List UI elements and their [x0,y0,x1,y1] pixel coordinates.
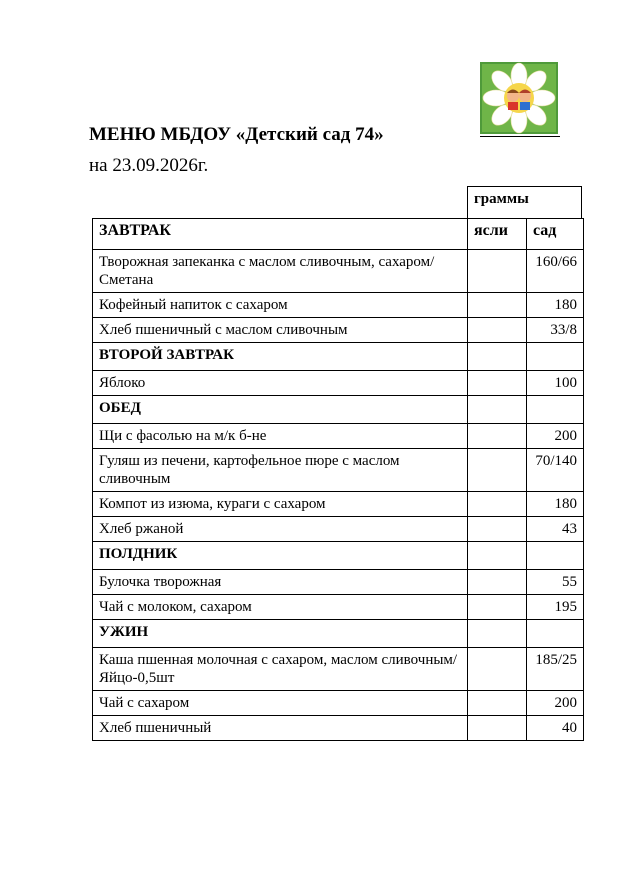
portion-sad: 55 [527,570,584,595]
dish-name: Хлеб пшеничный с маслом сливочным [93,318,468,343]
table-header-row [93,219,584,250]
dish-name: Каша пшенная молочная с сахаром, маслом сливочным/Яйцо-0,5шт [93,648,468,691]
dish-name: Гуляш из печени, картофельное пюре с маслом сливочным [93,449,468,492]
portion-yasli [468,691,527,716]
section-title: ВТОРОЙ ЗАВТРАК [93,343,468,371]
portion-sad: 100 [527,371,584,396]
portion-sad: 200 [527,691,584,716]
table-row [93,648,584,691]
table-row [93,250,584,293]
portion-sad: 195 [527,595,584,620]
portion-yasli [468,343,527,371]
portion-sad: 200 [527,424,584,449]
portion-sad: 40 [527,716,584,741]
dish-name: Творожная запеканка с маслом сливочным, сахаром/Сметана [93,250,468,293]
logo-divider [480,136,560,137]
portion-sad: 33/8 [527,318,584,343]
table-row [93,318,584,343]
dish-name: Чай с молоком, сахаром [93,595,468,620]
dish-name: Чай с сахаром [93,691,468,716]
table-row [93,424,584,449]
portion-yasli [468,424,527,449]
table-row [93,570,584,595]
section-row [93,396,584,424]
grams-header: граммы [467,186,582,218]
section-row [93,343,584,371]
portion-yasli [468,648,527,691]
table-row [93,517,584,542]
section-title: ОБЕД [93,396,468,424]
table-row [93,371,584,396]
portion-yasli [468,449,527,492]
portion-yasli [468,371,527,396]
portion-yasli [468,620,527,648]
column-header-yasli: ясли [468,219,527,250]
portion-yasli [468,318,527,343]
portion-yasli [468,396,527,424]
portion-yasli [468,517,527,542]
portion-yasli [468,250,527,293]
portion-sad: 180 [527,492,584,517]
section-row [93,620,584,648]
menu-table [92,218,584,741]
portion-sad [527,343,584,371]
portion-sad [527,620,584,648]
dish-name: Компот из изюма, кураги с сахаром [93,492,468,517]
dish-name: Хлеб пшеничный [93,716,468,741]
table-row [93,492,584,517]
portion-sad: 185/25 [527,648,584,691]
portion-sad [527,542,584,570]
table-row [93,716,584,741]
portion-yasli [468,492,527,517]
section-title: ПОЛДНИК [93,542,468,570]
portion-yasli [468,570,527,595]
portion-sad [527,396,584,424]
portion-yasli [468,293,527,318]
portion-yasli [468,716,527,741]
portion-sad: 70/140 [527,449,584,492]
portion-sad: 43 [527,517,584,542]
menu-date: на 23.09.2026г. [89,155,209,176]
menu-title: МЕНЮ МБДОУ «Детский сад 74» [89,124,384,145]
dish-name: Щи с фасолью на м/к б-не [93,424,468,449]
portion-sad: 180 [527,293,584,318]
table-row [93,449,584,492]
table-row [93,293,584,318]
section-header-breakfast: ЗАВТРАК [93,219,468,250]
kindergarten-logo-icon [480,62,558,134]
portion-yasli [468,542,527,570]
dish-name: Кофейный напиток с сахаром [93,293,468,318]
section-row [93,542,584,570]
portion-sad: 160/66 [527,250,584,293]
table-row [93,595,584,620]
section-title: УЖИН [93,620,468,648]
table-row [93,691,584,716]
dish-name: Булочка творожная [93,570,468,595]
dish-name: Яблоко [93,371,468,396]
column-header-sad: сад [527,219,584,250]
dish-name: Хлеб ржаной [93,517,468,542]
portion-yasli [468,595,527,620]
